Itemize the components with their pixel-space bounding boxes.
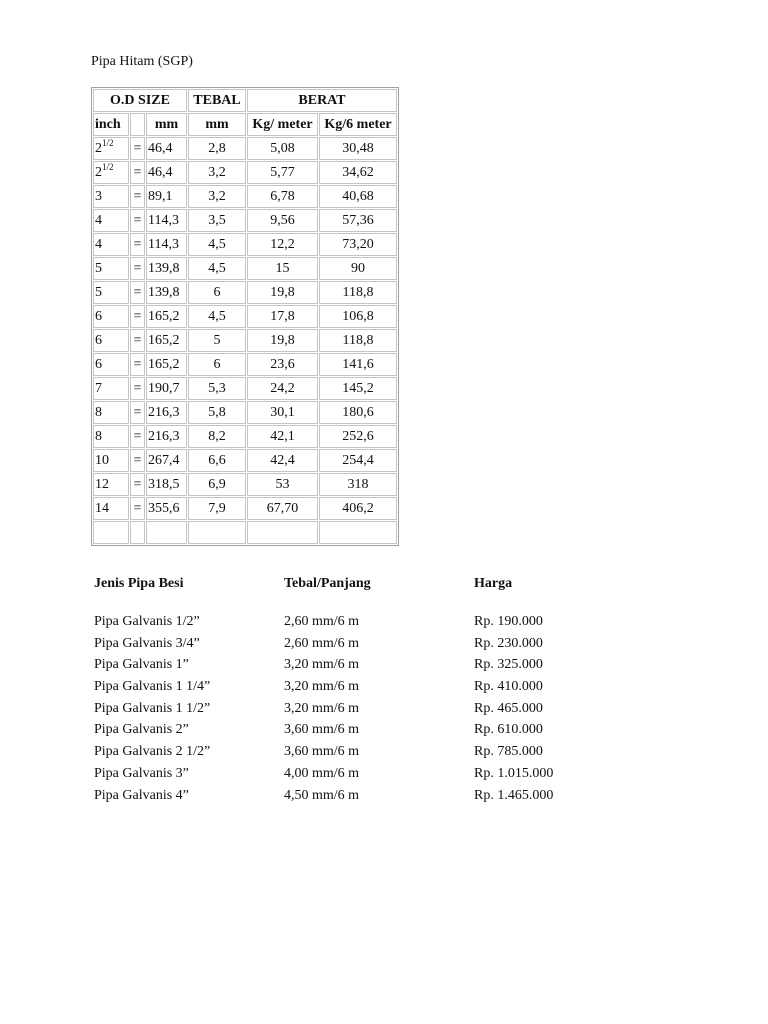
cell-kg-6meter xyxy=(319,281,397,304)
cell-inch-value: 7 xyxy=(95,381,102,396)
table-row xyxy=(93,329,397,352)
cell-mm xyxy=(146,305,187,328)
cell-eq xyxy=(130,281,145,304)
cell-kg-6meter xyxy=(319,257,397,280)
cell-kg-meter xyxy=(247,185,318,208)
cell-kg-meter-value: 9,56 xyxy=(270,213,295,228)
cell-kg-6meter-value: 145,2 xyxy=(342,381,374,396)
cell-inch-value: 10 xyxy=(95,453,109,468)
cell-inch-value: 4 xyxy=(95,237,102,252)
cell-inch xyxy=(93,497,129,520)
cell-tebal xyxy=(188,257,246,280)
cell-eq-value: = xyxy=(133,189,142,204)
cell-kg-meter xyxy=(247,521,318,544)
header-berat: BERAT xyxy=(247,89,397,112)
cell-eq-value: = xyxy=(133,477,142,492)
cell-inch xyxy=(93,185,129,208)
cell-kg-6meter xyxy=(319,521,397,544)
cell-kg-6meter xyxy=(319,185,397,208)
fraction-superscript: 1/2 xyxy=(102,162,114,172)
cell-mm-value: 165,2 xyxy=(148,333,180,348)
cell-tebal xyxy=(188,329,246,352)
cell-mm xyxy=(146,161,187,184)
cell-eq xyxy=(130,257,145,280)
cell-kg-6meter-value: 118,8 xyxy=(342,333,374,348)
cell-kg-meter-value: 42,4 xyxy=(270,453,295,468)
cell-eq xyxy=(130,473,145,496)
cell-kg-meter-value: 24,2 xyxy=(270,381,295,396)
item-harga: Rp. 785.000 xyxy=(474,744,543,760)
cell-mm xyxy=(146,473,187,496)
cell-tebal xyxy=(188,449,246,472)
cell-tebal xyxy=(188,377,246,400)
item-jenis: Pipa Galvanis 1 1/2” xyxy=(94,700,211,716)
cell-tebal xyxy=(188,425,246,448)
cell-tebal xyxy=(188,497,246,520)
cell-mm-value: 46,4 xyxy=(148,165,173,180)
cell-kg-meter-value: 19,8 xyxy=(270,333,295,348)
cell-mm xyxy=(146,233,187,256)
cell-kg-6meter xyxy=(319,449,397,472)
cell-tebal-value: 6,6 xyxy=(208,453,226,468)
cell-tebal xyxy=(188,209,246,232)
cell-tebal-value: 4,5 xyxy=(208,237,226,252)
cell-kg-6meter xyxy=(319,497,397,520)
item-jenis: Pipa Galvanis 2 1/2” xyxy=(94,744,211,760)
item-jenis: Pipa Galvanis 1” xyxy=(94,657,189,673)
cell-mm xyxy=(146,209,187,232)
table-row xyxy=(93,281,397,304)
cell-kg-meter xyxy=(247,425,318,448)
cell-tebal-value: 5,8 xyxy=(208,405,226,420)
cell-kg-meter xyxy=(247,401,318,424)
cell-eq-value: = xyxy=(133,237,142,252)
cell-tebal-value: 8,2 xyxy=(208,429,226,444)
cell-inch xyxy=(93,521,129,544)
header-tebal-panjang: Tebal/Panjang xyxy=(284,576,371,591)
cell-inch xyxy=(93,161,129,184)
cell-eq xyxy=(130,233,145,256)
fraction-superscript: 1/2 xyxy=(102,138,114,148)
cell-eq xyxy=(130,521,145,544)
cell-kg-6meter-value: 73,20 xyxy=(342,237,374,252)
cell-inch-value: 6 xyxy=(95,357,102,372)
cell-inch-value: 4 xyxy=(95,213,102,228)
cell-kg-6meter-value: 118,8 xyxy=(342,285,374,300)
cell-tebal xyxy=(188,305,246,328)
cell-inch xyxy=(93,473,129,496)
item-harga: Rp. 190.000 xyxy=(474,614,543,629)
cell-kg-meter xyxy=(247,329,318,352)
cell-mm-value: 216,3 xyxy=(148,429,180,444)
cell-tebal-value: 3,2 xyxy=(208,165,226,180)
cell-inch-value: 6 xyxy=(95,309,102,324)
cell-kg-6meter-value: 318 xyxy=(347,477,369,492)
item-harga: Rp. 410.000 xyxy=(474,679,543,695)
item-harga: Rp. 230.000 xyxy=(474,635,543,651)
table-row xyxy=(93,161,397,184)
cell-tebal-value: 6 xyxy=(213,285,221,300)
cell-kg-meter-value: 15 xyxy=(275,261,290,276)
cell-kg-6meter-value: 141,6 xyxy=(342,357,374,372)
cell-kg-6meter xyxy=(319,209,397,232)
cell-kg-6meter xyxy=(319,473,397,496)
cell-mm xyxy=(146,329,187,352)
item-jenis: Pipa Galvanis 3/4” xyxy=(94,635,200,651)
cell-kg-6meter-value: 406,2 xyxy=(342,501,374,516)
cell-kg-6meter-value: 30,48 xyxy=(342,141,374,156)
item-tebal: 3,60 mm/6 m xyxy=(284,744,360,760)
item-tebal: 3,20 mm/6 m xyxy=(284,700,360,716)
cell-inch xyxy=(93,449,129,472)
cell-eq-value: = xyxy=(133,213,142,228)
cell-eq xyxy=(130,425,145,448)
cell-mm xyxy=(146,401,187,424)
cell-kg-meter-value: 5,77 xyxy=(270,165,295,180)
cell-inch xyxy=(93,353,129,376)
table-row xyxy=(93,185,397,208)
cell-kg-meter-value: 23,6 xyxy=(270,357,295,372)
header-od-size: O.D SIZE xyxy=(93,89,187,112)
cell-mm-value: 216,3 xyxy=(148,405,180,420)
item-harga: Rp. 325.000 xyxy=(474,657,543,673)
table-row xyxy=(93,209,397,232)
cell-mm xyxy=(146,353,187,376)
cell-mm-value: 165,2 xyxy=(148,357,180,372)
table-row xyxy=(93,137,397,160)
cell-inch-value: 5 xyxy=(95,261,102,276)
cell-inch xyxy=(93,281,129,304)
cell-tebal xyxy=(188,281,246,304)
cell-kg-6meter xyxy=(319,305,397,328)
subheader-mm: mm xyxy=(146,113,187,136)
cell-mm-value: 114,3 xyxy=(148,237,179,252)
cell-eq xyxy=(130,329,145,352)
cell-inch xyxy=(93,329,129,352)
cell-eq xyxy=(130,401,145,424)
cell-kg-meter-value: 53 xyxy=(275,477,290,492)
cell-eq xyxy=(130,449,145,472)
cell-kg-6meter xyxy=(319,425,397,448)
cell-inch-value: 8 xyxy=(95,429,102,444)
cell-tebal-value: 5 xyxy=(213,333,221,348)
cell-inch-value: 12 xyxy=(95,477,109,492)
subheader-tebal-mm: mm xyxy=(188,113,246,136)
cell-inch-value: 3 xyxy=(95,189,102,204)
item-tebal: 3,60 mm/6 m xyxy=(284,722,360,738)
cell-mm-value: 267,4 xyxy=(148,453,180,468)
cell-eq-value: = xyxy=(133,285,142,300)
cell-tebal xyxy=(188,353,246,376)
item-harga: Rp. 1.465.000 xyxy=(474,787,554,803)
table-row xyxy=(93,377,397,400)
cell-inch xyxy=(93,137,129,160)
table-row xyxy=(93,449,397,472)
cell-tebal xyxy=(188,473,246,496)
cell-kg-6meter xyxy=(319,329,397,352)
cell-mm xyxy=(146,449,187,472)
cell-kg-meter xyxy=(247,305,318,328)
item-tebal: 4,00 mm/6 m xyxy=(284,765,360,781)
cell-eq xyxy=(130,377,145,400)
cell-kg-meter xyxy=(247,209,318,232)
table-row xyxy=(93,233,397,256)
table-row xyxy=(93,425,397,448)
item-harga: Rp. 465.000 xyxy=(474,700,543,716)
cell-inch-value: 8 xyxy=(95,405,102,420)
cell-mm xyxy=(146,185,187,208)
table-subheader-row xyxy=(93,113,397,136)
cell-kg-meter-value: 17,8 xyxy=(270,309,295,324)
cell-eq-value: = xyxy=(133,141,142,156)
cell-kg-6meter-value: 252,6 xyxy=(342,429,374,444)
cell-kg-meter xyxy=(247,233,318,256)
cell-tebal-value: 6,9 xyxy=(208,477,226,492)
cell-mm xyxy=(146,425,187,448)
cell-kg-6meter xyxy=(319,377,397,400)
cell-mm-value: 318,5 xyxy=(148,477,180,492)
cell-kg-meter-value: 12,2 xyxy=(270,237,295,252)
cell-tebal xyxy=(188,137,246,160)
cell-mm-value: 114,3 xyxy=(148,213,179,228)
cell-tebal-value: 3,5 xyxy=(208,213,226,228)
header-jenis-pipa: Jenis Pipa Besi xyxy=(94,576,184,591)
table-row xyxy=(93,305,397,328)
table-header-row xyxy=(93,89,397,112)
item-jenis: Pipa Galvanis 2” xyxy=(94,722,189,738)
item-tebal: 3,20 mm/6 m xyxy=(284,679,360,695)
cell-mm xyxy=(146,521,187,544)
cell-kg-meter xyxy=(247,449,318,472)
cell-kg-6meter xyxy=(319,353,397,376)
subheader-kg-6meter: Kg/6 meter xyxy=(319,113,397,136)
cell-mm xyxy=(146,497,187,520)
cell-kg-6meter-value: 106,8 xyxy=(342,309,374,324)
cell-mm-value: 89,1 xyxy=(148,189,173,204)
cell-kg-6meter xyxy=(319,233,397,256)
cell-kg-meter xyxy=(247,161,318,184)
item-harga: Rp. 610.000 xyxy=(474,722,543,738)
cell-tebal xyxy=(188,185,246,208)
cell-kg-6meter xyxy=(319,137,397,160)
cell-kg-6meter-value: 40,68 xyxy=(342,189,374,204)
cell-kg-meter xyxy=(247,377,318,400)
cell-kg-meter-value: 5,08 xyxy=(270,141,295,156)
cell-tebal-value: 5,3 xyxy=(208,381,226,396)
cell-eq-value: = xyxy=(133,357,142,372)
cell-eq xyxy=(130,353,145,376)
cell-kg-6meter-value: 57,36 xyxy=(342,213,374,228)
cell-eq xyxy=(130,209,145,232)
table-row xyxy=(93,521,397,544)
cell-tebal-value: 6 xyxy=(213,357,221,372)
item-jenis: Pipa Galvanis 4” xyxy=(94,787,189,803)
cell-eq xyxy=(130,305,145,328)
cell-tebal xyxy=(188,401,246,424)
cell-kg-meter-value: 19,8 xyxy=(270,285,295,300)
cell-eq-value: = xyxy=(133,381,142,396)
item-tebal: 4,50 mm/6 m xyxy=(284,787,360,803)
table-row xyxy=(93,257,397,280)
cell-tebal xyxy=(188,521,246,544)
table-row xyxy=(93,353,397,376)
cell-eq-value: = xyxy=(133,261,142,276)
cell-mm-value: 139,8 xyxy=(148,285,180,300)
cell-eq-value: = xyxy=(133,501,142,516)
cell-kg-meter-value: 42,1 xyxy=(270,429,295,444)
table-row xyxy=(93,401,397,424)
cell-mm-value: 355,6 xyxy=(148,501,180,516)
subheader-kg-meter: Kg/ meter xyxy=(247,113,318,136)
cell-inch xyxy=(93,401,129,424)
cell-mm-value: 46,4 xyxy=(148,141,173,156)
cell-mm xyxy=(146,377,187,400)
cell-kg-meter-value: 67,70 xyxy=(266,501,299,516)
cell-inch-value: 5 xyxy=(95,285,102,300)
item-jenis: Pipa Galvanis 1/2” xyxy=(94,614,200,629)
cell-kg-meter-value: 6,78 xyxy=(270,189,295,204)
table-row xyxy=(93,473,397,496)
cell-inch-value: 14 xyxy=(95,501,109,516)
cell-tebal xyxy=(188,233,246,256)
cell-tebal-value: 7,9 xyxy=(208,501,226,516)
cell-inch xyxy=(93,233,129,256)
cell-tebal-value: 4,5 xyxy=(208,309,226,324)
cell-kg-meter-value: 30,1 xyxy=(270,405,295,420)
cell-eq-value: = xyxy=(133,405,142,420)
sgp-pipe-table xyxy=(91,87,399,546)
subheader-eq xyxy=(130,113,145,136)
cell-kg-meter xyxy=(247,281,318,304)
subheader-inch: inch xyxy=(93,113,129,136)
cell-eq xyxy=(130,161,145,184)
cell-inch xyxy=(93,209,129,232)
cell-eq-value: = xyxy=(133,165,142,180)
cell-mm xyxy=(146,281,187,304)
cell-eq-value: = xyxy=(133,429,142,444)
cell-eq xyxy=(130,185,145,208)
cell-eq-value: = xyxy=(133,309,142,324)
cell-eq-value: = xyxy=(133,453,142,468)
cell-tebal xyxy=(188,161,246,184)
cell-kg-meter xyxy=(247,497,318,520)
cell-kg-meter xyxy=(247,473,318,496)
cell-mm xyxy=(146,137,187,160)
cell-tebal-value: 2,8 xyxy=(208,141,226,156)
cell-tebal-value: 3,2 xyxy=(208,189,226,204)
item-jenis: Pipa Galvanis 3” xyxy=(94,765,189,781)
cell-inch xyxy=(93,305,129,328)
cell-kg-6meter xyxy=(319,161,397,184)
cell-kg-meter xyxy=(247,137,318,160)
item-jenis: Pipa Galvanis 1 1/4” xyxy=(94,679,211,695)
table-body xyxy=(93,137,397,544)
header-harga: Harga xyxy=(474,576,513,591)
page-title: Pipa Hitam (SGP) xyxy=(91,54,193,69)
item-tebal: 3,20 mm/6 m xyxy=(284,657,360,673)
cell-eq-value: = xyxy=(133,333,142,348)
table-row xyxy=(93,497,397,520)
cell-mm-value: 165,2 xyxy=(148,309,180,324)
cell-eq xyxy=(130,497,145,520)
cell-inch xyxy=(93,377,129,400)
item-harga: Rp. 1.015.000 xyxy=(474,765,554,781)
header-tebal: TEBAL xyxy=(188,89,246,112)
cell-kg-6meter-value: 254,4 xyxy=(342,453,374,468)
cell-kg-6meter-value: 180,6 xyxy=(342,405,374,420)
cell-eq xyxy=(130,137,145,160)
cell-mm-value: 139,8 xyxy=(148,261,180,276)
cell-kg-meter xyxy=(247,353,318,376)
item-tebal: 2,60 mm/6 m xyxy=(284,635,360,651)
cell-kg-meter xyxy=(247,257,318,280)
item-tebal: 2,60 mm/6 m xyxy=(284,614,360,629)
cell-kg-6meter xyxy=(319,401,397,424)
cell-inch-value: 2 xyxy=(95,141,102,156)
cell-inch xyxy=(93,425,129,448)
cell-kg-6meter-value: 90 xyxy=(351,261,365,276)
cell-tebal-value: 4,5 xyxy=(208,261,226,276)
cell-mm xyxy=(146,257,187,280)
cell-inch-value: 2 xyxy=(95,165,102,180)
cell-inch-value: 6 xyxy=(95,333,102,348)
cell-inch xyxy=(93,257,129,280)
cell-kg-6meter-value: 34,62 xyxy=(342,165,374,180)
cell-mm-value: 190,7 xyxy=(148,381,180,396)
